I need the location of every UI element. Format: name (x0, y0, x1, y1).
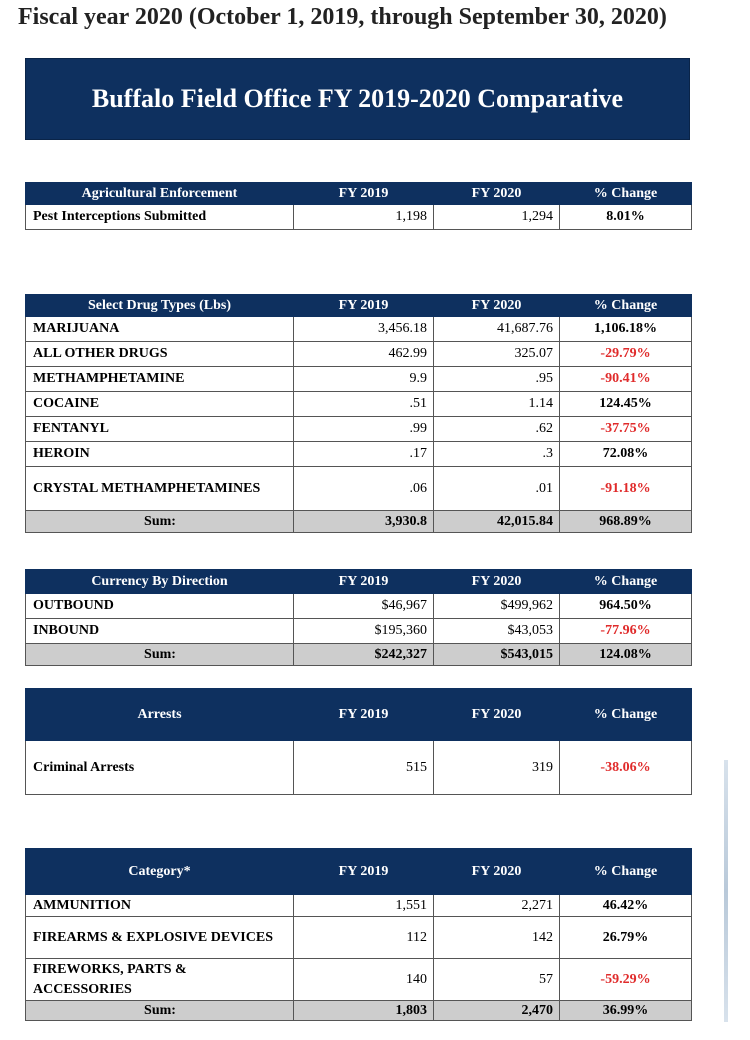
percent-change: -90.41% (560, 367, 692, 392)
row-label: INBOUND (26, 619, 294, 644)
column-header: % Change (560, 183, 692, 205)
row-label: FIREWORKS, PARTS & ACCESSORIES (26, 959, 294, 1001)
currency-table (25, 569, 692, 666)
fy2020-value: 1.14 (434, 392, 560, 417)
column-header: FY 2019 (294, 849, 434, 895)
row-label: FIREARMS & EXPLOSIVE DEVICES (26, 917, 294, 959)
percent-change-sum: 36.99% (560, 1001, 692, 1021)
row-label: COCAINE (26, 392, 294, 417)
column-header: Currency By Direction (26, 570, 294, 594)
fy2019-value: 112 (294, 917, 434, 959)
percent-change: -77.96% (560, 619, 692, 644)
fy2020-value: .95 (434, 367, 560, 392)
row-label: AMMUNITION (26, 895, 294, 917)
percent-change: -91.18% (560, 467, 692, 511)
row-label: OUTBOUND (26, 594, 294, 619)
column-header: Select Drug Types (Lbs) (26, 295, 294, 317)
percent-change-sum: 124.08% (560, 644, 692, 666)
row-label: CRYSTAL METHAMPHETAMINES (26, 467, 294, 511)
fy2020-value: .62 (434, 417, 560, 442)
table-header-row (26, 570, 692, 594)
table-row (26, 895, 692, 917)
percent-change: -29.79% (560, 342, 692, 367)
percent-change: -37.75% (560, 417, 692, 442)
column-header: % Change (560, 295, 692, 317)
table-row (26, 917, 692, 959)
report-banner: Buffalo Field Office FY 2019-2020 Comparative (25, 58, 690, 140)
fy2020-value: 41,687.76 (434, 317, 560, 342)
fy2020-value: 142 (434, 917, 560, 959)
table-header-row (26, 849, 692, 895)
fy2019-value: 3,456.18 (294, 317, 434, 342)
page-heading: Fiscal year 2020 (October 1, 2019, through September 30, 2020) (18, 4, 667, 30)
row-label: Criminal Arrests (26, 741, 294, 795)
fy2020-value: 325.07 (434, 342, 560, 367)
column-header: FY 2019 (294, 295, 434, 317)
sum-label: Sum: (26, 644, 294, 666)
drug-types-table (25, 294, 692, 533)
column-header: FY 2020 (434, 295, 560, 317)
table-row (26, 442, 692, 467)
column-header: FY 2020 (434, 570, 560, 594)
percent-change: 964.50% (560, 594, 692, 619)
percent-change: -59.29% (560, 959, 692, 1001)
fy2020-value: 2,271 (434, 895, 560, 917)
table-row (26, 619, 692, 644)
fy2019-value: 462.99 (294, 342, 434, 367)
table-row (26, 205, 692, 230)
fy2019-value: .06 (294, 467, 434, 511)
fy2020-sum: 42,015.84 (434, 511, 560, 533)
column-header: Agricultural Enforcement (26, 183, 294, 205)
fy2019-value: 9.9 (294, 367, 434, 392)
column-header: Category* (26, 849, 294, 895)
row-label: HEROIN (26, 442, 294, 467)
sum-label: Sum: (26, 511, 294, 533)
table-row (26, 417, 692, 442)
fy2020-value: 319 (434, 741, 560, 795)
column-header: % Change (560, 849, 692, 895)
percent-change: 26.79% (560, 917, 692, 959)
fy2019-sum: 1,803 (294, 1001, 434, 1021)
fy2020-value: 1,294 (434, 205, 560, 230)
row-label: MARIJUANA (26, 317, 294, 342)
fy2020-value: .3 (434, 442, 560, 467)
fy2020-value: .01 (434, 467, 560, 511)
table-row (26, 467, 692, 511)
fy2020-value: $43,053 (434, 619, 560, 644)
column-header: FY 2019 (294, 570, 434, 594)
table-row (26, 342, 692, 367)
table-row (26, 367, 692, 392)
column-header: % Change (560, 689, 692, 741)
column-header: FY 2019 (294, 183, 434, 205)
percent-change: 124.45% (560, 392, 692, 417)
fy2020-sum: 2,470 (434, 1001, 560, 1021)
table-row (26, 317, 692, 342)
fy2019-value: $195,360 (294, 619, 434, 644)
table-row (26, 594, 692, 619)
sum-row (26, 1001, 692, 1021)
fy2019-value: 515 (294, 741, 434, 795)
sum-row (26, 644, 692, 666)
fy2020-value: $499,962 (434, 594, 560, 619)
fy2019-value: .99 (294, 417, 434, 442)
fy2019-value: 1,198 (294, 205, 434, 230)
table-header-row (26, 183, 692, 205)
percent-change: 46.42% (560, 895, 692, 917)
percent-change: 72.08% (560, 442, 692, 467)
percent-change: 1,106.18% (560, 317, 692, 342)
fy2019-sum: 3,930.8 (294, 511, 434, 533)
fy2019-value: .17 (294, 442, 434, 467)
table-row (26, 741, 692, 795)
column-header: FY 2020 (434, 689, 560, 741)
fy2019-value: $46,967 (294, 594, 434, 619)
row-label: FENTANYL (26, 417, 294, 442)
column-header: Arrests (26, 689, 294, 741)
column-header: % Change (560, 570, 692, 594)
fy2020-sum: $543,015 (434, 644, 560, 666)
row-label: Pest Interceptions Submitted (26, 205, 294, 230)
percent-change: -38.06% (560, 741, 692, 795)
table-header-row (26, 689, 692, 741)
arrests-table (25, 688, 692, 795)
sum-label: Sum: (26, 1001, 294, 1021)
sum-row (26, 511, 692, 533)
fy2019-sum: $242,327 (294, 644, 434, 666)
fy2019-value: 1,551 (294, 895, 434, 917)
table-row (26, 392, 692, 417)
row-label: METHAMPHETAMINE (26, 367, 294, 392)
scan-edge-mark (724, 760, 728, 1022)
percent-change-sum: 968.89% (560, 511, 692, 533)
category-table (25, 848, 692, 1021)
table-row (26, 959, 692, 1001)
agricultural-enforcement-table (25, 182, 692, 230)
fy2020-value: 57 (434, 959, 560, 1001)
column-header: FY 2019 (294, 689, 434, 741)
column-header: FY 2020 (434, 849, 560, 895)
column-header: FY 2020 (434, 183, 560, 205)
fy2019-value: .51 (294, 392, 434, 417)
table-header-row (26, 295, 692, 317)
row-label: ALL OTHER DRUGS (26, 342, 294, 367)
percent-change: 8.01% (560, 205, 692, 230)
fy2019-value: 140 (294, 959, 434, 1001)
